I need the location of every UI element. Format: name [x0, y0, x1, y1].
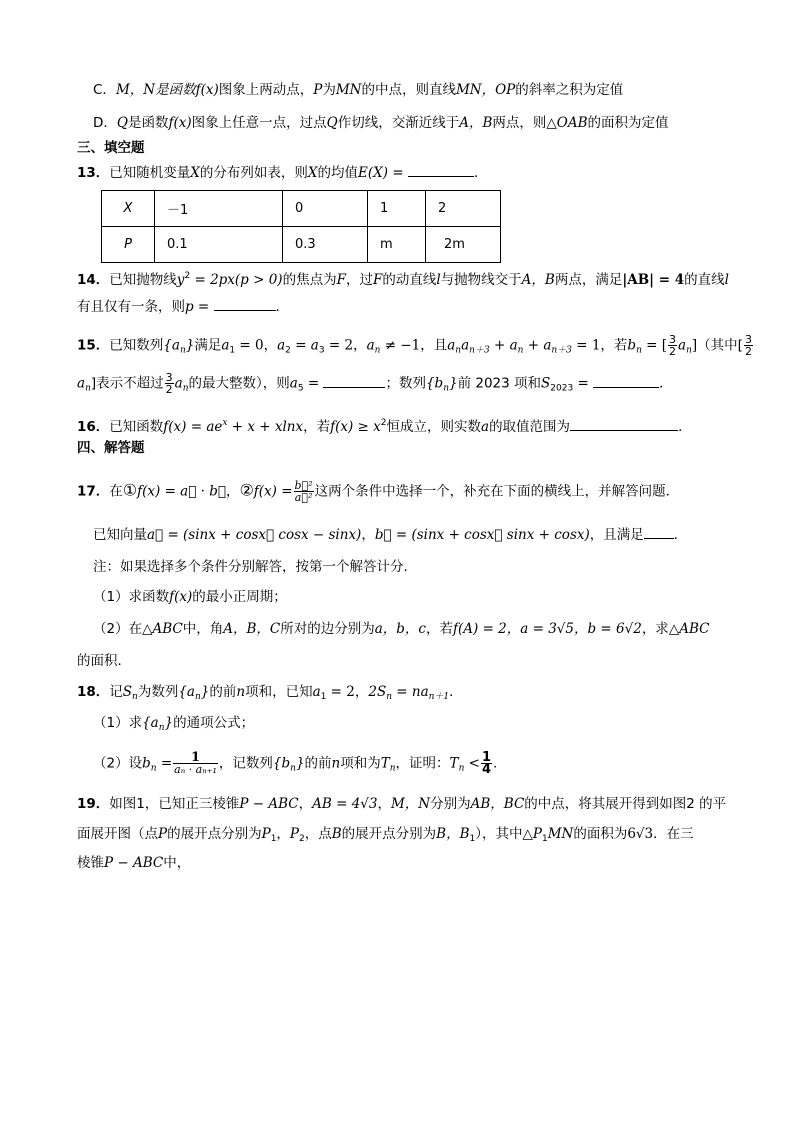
math: f(x)	[195, 82, 219, 98]
text: 的展开点分别为	[341, 826, 437, 842]
table-row	[102, 191, 501, 227]
text: ．	[678, 419, 692, 435]
question-14-line-2	[77, 297, 747, 317]
answer-blank[interactable]	[214, 297, 276, 311]
superscript: 2	[380, 418, 387, 428]
math: AB = 4√3	[312, 796, 378, 812]
math: a	[366, 337, 375, 354]
subscript: 5	[297, 383, 304, 394]
text: （1）求	[93, 715, 143, 731]
text: ，	[377, 796, 391, 812]
text: 已知数列	[109, 337, 164, 354]
text: 分别为	[430, 796, 471, 812]
subscript: 1	[270, 834, 277, 844]
math: E(X) =	[358, 165, 404, 181]
answer-blank[interactable]	[323, 374, 385, 388]
math: P	[261, 826, 271, 842]
text: ．在三	[653, 826, 694, 842]
question-19-line-3	[77, 853, 747, 873]
text: 已知向量	[93, 527, 147, 543]
text: 已知随机变量	[109, 165, 191, 181]
fraction: $\frac{3}{2}$	[744, 333, 752, 358]
math: =	[573, 375, 589, 392]
text: ；数列	[385, 375, 426, 392]
text: ，若	[426, 621, 453, 637]
math: = [	[641, 337, 668, 354]
math: a	[481, 419, 490, 435]
math: {b	[425, 375, 444, 392]
math: 2S	[368, 684, 387, 700]
math: a	[312, 684, 321, 700]
math: {a	[142, 715, 159, 731]
question-17	[77, 480, 747, 503]
question-number: 13．	[77, 165, 110, 181]
math: △ABC	[142, 621, 183, 637]
text: 的焦点为	[282, 272, 337, 288]
text: ．	[473, 165, 488, 181]
question-16	[77, 413, 747, 437]
text: 的分布列如表，则	[199, 165, 308, 181]
math: |AB| = 4	[622, 272, 685, 288]
subscript: n	[517, 345, 524, 356]
math: b	[142, 755, 151, 772]
text: （2）设	[93, 755, 143, 772]
text: ．	[659, 375, 673, 392]
subscript: n	[182, 383, 189, 394]
text: 作切线，交渐近线于	[337, 115, 460, 131]
section-heading-fill-in: 三、填空题	[77, 140, 145, 156]
fraction: $\frac{1}{\text{aₙ · aₙ₊₁}}$	[174, 750, 217, 776]
answer-blank[interactable]	[644, 525, 674, 539]
text: ．	[449, 684, 463, 700]
math: △OAB	[546, 115, 588, 131]
text: 图象上两动点，	[218, 82, 314, 98]
question-17-vectors	[93, 525, 763, 545]
subscript: 1	[320, 692, 327, 702]
text: 满足	[194, 337, 222, 354]
subscript: n	[455, 345, 462, 356]
math: a	[277, 337, 286, 354]
text: ．	[673, 527, 688, 543]
text: 的中点，则直线	[361, 82, 456, 98]
text: 图象上任意一点，过点	[191, 115, 327, 131]
text: 的面积为	[573, 826, 628, 842]
subscript: 2	[285, 345, 291, 356]
text: ，记数列	[218, 755, 273, 772]
text: ]表示不超过	[90, 375, 164, 392]
math: f(x)	[168, 115, 192, 131]
question-number: 16．	[77, 419, 110, 435]
subscript: n	[132, 692, 138, 702]
text: 的直线	[684, 272, 725, 288]
question-14	[77, 266, 747, 290]
subscript: n	[386, 692, 392, 702]
table-cell: 0.3	[283, 227, 368, 263]
option-letter: C．	[93, 82, 116, 98]
math: }	[448, 375, 458, 392]
text: 两点，满足	[554, 272, 623, 288]
math: f(A) = 2，a = 3√5，b = 6√2	[453, 621, 642, 637]
text: 的最小正周期；	[192, 589, 287, 605]
math: + x + xlnx	[227, 419, 304, 435]
math: f(x) = ae	[163, 419, 223, 435]
math: b⃗ = (sinx + cosx， sinx + cosx)	[374, 527, 590, 543]
math: a	[174, 375, 183, 392]
question-17-part-1	[93, 587, 763, 607]
question-17-note: 注：如果选择多个条件分别解答，按第一个解答计分．	[93, 559, 417, 575]
text: ，若	[303, 419, 331, 435]
question-number: 19．	[77, 796, 110, 812]
text: 的动直线	[382, 272, 437, 288]
question-number: 14．	[77, 272, 110, 288]
text: 棱锥	[77, 855, 104, 871]
text: 的斜率之积为定值	[515, 82, 624, 98]
table-cell: m	[368, 227, 426, 263]
math: f(x) = a⃗ · b⃗	[137, 483, 226, 500]
text: 已知函数	[109, 419, 164, 435]
math: P	[289, 826, 300, 842]
subscript: n	[290, 763, 296, 774]
math: = na	[392, 684, 429, 700]
math: }	[200, 684, 210, 700]
subscript: 1	[541, 834, 548, 844]
text: 的展开点分别为	[167, 826, 262, 842]
text: 的面积为定值	[587, 115, 669, 131]
text: 为数列	[137, 684, 179, 700]
math: f(x) ≥ x	[330, 419, 381, 435]
text: 项和为	[340, 755, 381, 772]
math: 6√3	[627, 826, 654, 842]
math: A，B	[459, 115, 493, 131]
math: X	[307, 165, 318, 181]
math: a	[461, 337, 470, 354]
text: 记	[109, 684, 123, 700]
math: {a	[163, 337, 180, 354]
text: ，证明：	[395, 755, 450, 772]
math: F	[372, 272, 383, 288]
distribution-table	[101, 190, 501, 263]
table-cell: 0.1	[155, 227, 283, 263]
math: l	[436, 272, 441, 288]
table-cell: 0	[283, 191, 368, 227]
math: = 2，	[324, 337, 367, 354]
circled-one: ①	[122, 480, 138, 500]
subscript: n＋1	[428, 692, 450, 702]
question-15-line-2	[77, 372, 747, 399]
math: ]	[691, 337, 698, 354]
subscript: 2	[299, 834, 305, 844]
math: a	[678, 337, 687, 354]
question-18-part-2	[93, 752, 763, 779]
text: （1）求函数	[93, 589, 170, 605]
text: 的前	[209, 684, 237, 700]
option-d	[93, 113, 763, 133]
math: n	[236, 684, 246, 700]
math: a⃗ = (sinx + cosx， cosx − sinx)	[147, 527, 362, 543]
text: 在	[109, 483, 123, 500]
math: a	[77, 375, 86, 392]
table-cell: P	[102, 227, 155, 263]
text: ，且满足	[589, 527, 644, 543]
math: =	[303, 375, 320, 392]
subscript: 3	[318, 345, 325, 356]
math: Q	[326, 115, 338, 131]
text: 这两个条件中选择一个，补充在下面的横线上，并解答问题．	[314, 483, 680, 500]
option-c	[93, 80, 763, 100]
text: 所对的边分别为	[280, 621, 375, 637]
math: X	[190, 165, 200, 181]
math: {b	[272, 755, 291, 772]
question-number: 15．	[77, 337, 110, 354]
text: 的均值	[317, 165, 359, 181]
math: F	[336, 272, 346, 288]
math: {a	[178, 684, 195, 700]
math: B，B	[436, 826, 470, 842]
math: P − ABC	[239, 796, 299, 812]
text: 的通项公式；	[173, 715, 255, 731]
math: }	[164, 715, 174, 731]
question-19-line-2	[77, 824, 747, 849]
fraction: $\frac{1}{4}$	[481, 750, 492, 777]
subscript: n	[150, 763, 157, 774]
math: }	[295, 755, 305, 772]
text: ，求	[641, 621, 669, 637]
fraction: $\frac{\text{b⃗²}}{\text{a⃗²}}$	[294, 479, 313, 504]
question-17-part-2	[93, 619, 763, 639]
answer-blank[interactable]	[570, 417, 678, 431]
text: ），其中	[475, 826, 523, 842]
text: M，N是函数	[115, 82, 196, 98]
math: MN	[335, 82, 362, 98]
math: = a	[290, 337, 319, 354]
text: 与抛物线交于	[440, 272, 522, 288]
text: 的最大整数），则	[188, 375, 290, 392]
math: f(x)	[169, 589, 193, 605]
math: }	[185, 337, 195, 354]
math: B	[331, 826, 342, 842]
text: 两点，则	[492, 115, 547, 131]
math: a	[221, 337, 230, 354]
text: ．	[275, 299, 290, 315]
question-19	[77, 794, 747, 814]
table-cell: 2	[426, 191, 501, 227]
math: = 2px(p > 0)	[190, 272, 283, 288]
text: ，	[361, 527, 375, 543]
text: ，	[276, 826, 290, 842]
section-heading-solutions: 四、解答题	[77, 440, 145, 456]
math: A，B	[521, 272, 555, 288]
math: n	[331, 755, 341, 772]
text: 前 2023 项和	[457, 375, 542, 392]
math: l	[724, 272, 729, 288]
math: a	[289, 375, 298, 392]
math: M，N	[390, 796, 431, 812]
answer-blank[interactable]	[593, 374, 659, 388]
subscript: n	[443, 383, 449, 394]
text: 的前	[304, 755, 332, 772]
text: （其中[	[697, 337, 743, 354]
math: a，b，c	[374, 621, 426, 637]
subscript: n	[85, 383, 91, 394]
math: y	[176, 272, 185, 288]
math: Q	[116, 115, 128, 131]
math: MN	[547, 826, 574, 842]
math: ≠ −1，且	[380, 337, 448, 354]
math: + a	[523, 337, 552, 354]
math: <	[464, 755, 480, 772]
table-cell: X	[102, 191, 155, 227]
math: P − ABC	[104, 855, 164, 871]
subscript: n	[686, 345, 692, 356]
text: ，点	[304, 826, 332, 842]
text: ，	[225, 483, 240, 500]
math: S	[541, 375, 551, 392]
text: 如图1，已知正三棱锥	[109, 796, 240, 812]
subscript: 1	[469, 834, 476, 844]
subscript: n	[374, 345, 381, 356]
question-13	[77, 163, 747, 183]
math: b	[627, 337, 637, 354]
math: a	[447, 337, 456, 354]
subscript: n＋3	[551, 345, 572, 356]
math: A，B，C	[223, 621, 281, 637]
text: 恒成立，则实数	[386, 419, 481, 435]
math: = 1，若	[571, 337, 628, 354]
math: MN，OP	[455, 82, 516, 98]
superscript: 2	[184, 271, 191, 281]
math: AB，BC	[470, 796, 525, 812]
text: 有且仅有一条，则	[77, 299, 185, 315]
text: 已知抛物线	[109, 272, 177, 288]
subscript: 1	[229, 345, 236, 356]
question-number: 18．	[77, 684, 110, 700]
subscript: n	[636, 345, 642, 356]
question-15	[77, 333, 752, 361]
math: S	[122, 684, 133, 700]
fraction: $\frac{3}{2}$	[669, 333, 677, 358]
question-17-part-2-end: 的面积．	[77, 653, 131, 669]
math: f(x) =	[253, 483, 293, 500]
table-cell: －1	[155, 191, 283, 227]
math: P	[313, 82, 323, 98]
text: 是函数	[127, 115, 169, 131]
table-row	[102, 227, 501, 263]
math: △P	[522, 826, 542, 842]
math: T	[449, 755, 459, 772]
option-letter: D．	[93, 115, 117, 131]
question-18-part-1	[93, 713, 763, 738]
question-number: 17．	[77, 483, 110, 500]
table-cell: 2m	[426, 227, 501, 263]
table-cell: 1	[368, 191, 426, 227]
text: ，	[298, 796, 313, 812]
math: P	[158, 826, 168, 842]
subscript: 2023	[550, 383, 574, 394]
math: △ABC	[668, 621, 710, 637]
fraction: $\frac{3}{2}$	[165, 371, 173, 396]
text: 中，	[163, 855, 191, 871]
math: + a	[489, 337, 518, 354]
text: 的中点，将其展开得到如图2 的平	[524, 796, 727, 812]
text: ，过	[345, 272, 373, 288]
text: 的取值范围为	[489, 419, 571, 435]
text: 为	[322, 82, 336, 98]
math: p =	[185, 299, 210, 315]
subscript: n＋3	[469, 345, 490, 356]
math: = 2，	[326, 684, 369, 700]
subscript: n	[458, 763, 465, 774]
text: 面展开图（点	[77, 826, 158, 842]
subscript: n	[179, 345, 186, 356]
text: 中，角	[182, 621, 224, 637]
math: T	[380, 755, 390, 772]
text: .	[493, 755, 498, 772]
subscript: n	[389, 763, 396, 774]
math: = 0，	[235, 337, 278, 354]
answer-blank[interactable]	[408, 163, 474, 177]
math: =	[156, 755, 173, 772]
subscript: n	[194, 692, 201, 702]
superscript: x	[222, 418, 228, 428]
subscript: n	[158, 723, 165, 733]
circled-two: ②	[239, 480, 254, 500]
text: （2）在	[93, 621, 143, 637]
question-18	[77, 682, 747, 707]
text: 项和，已知	[245, 684, 313, 700]
